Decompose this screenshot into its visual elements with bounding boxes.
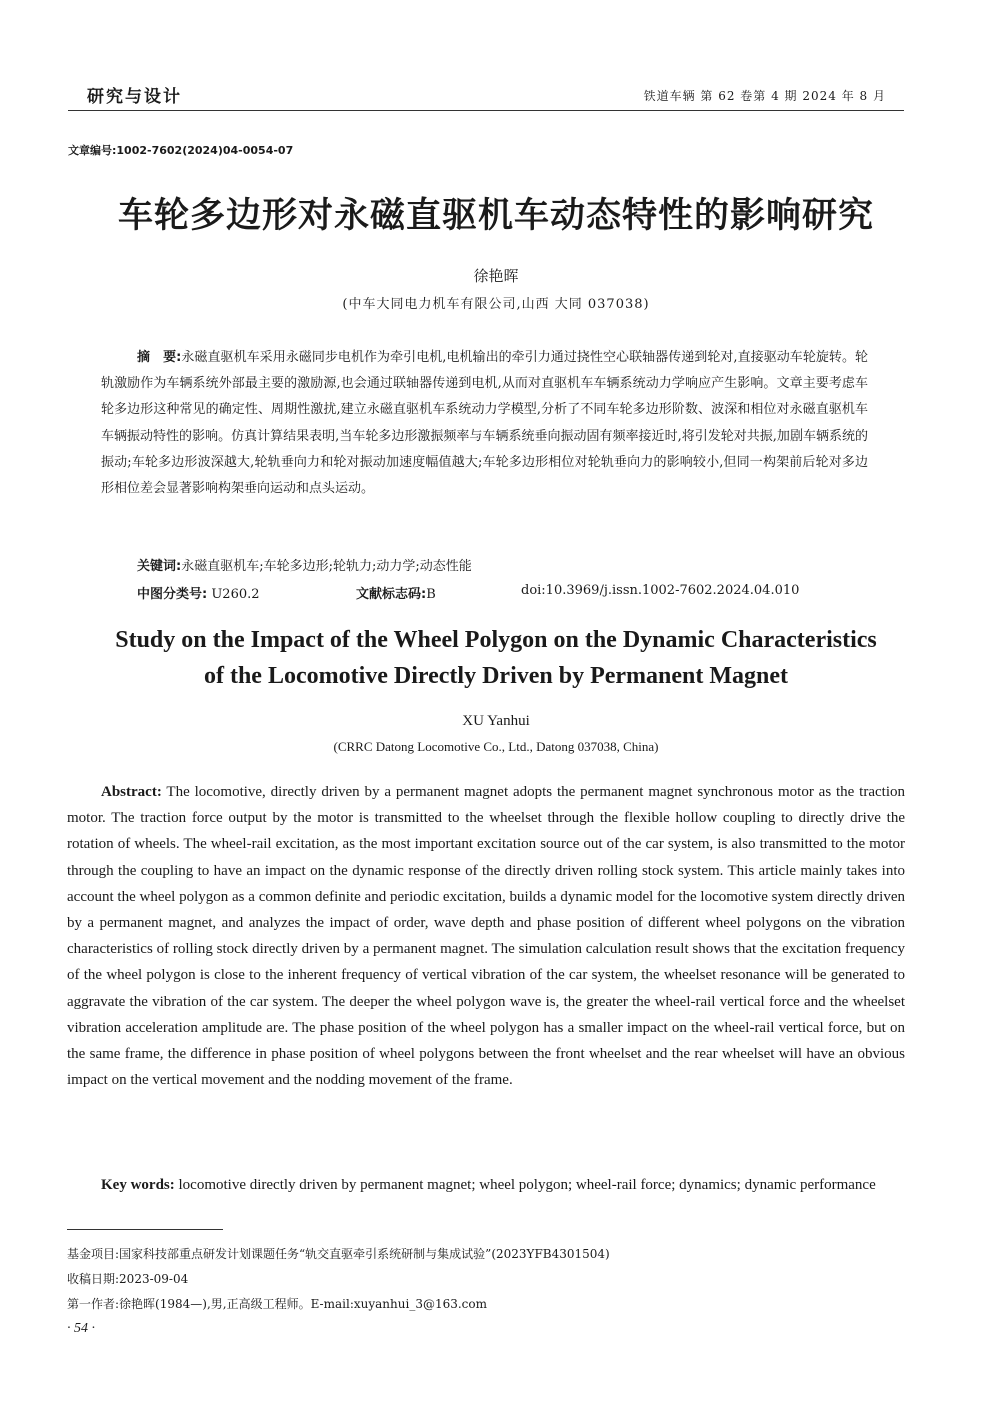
keywords-english — [67, 1172, 905, 1198]
doc-label: 文献标志码: — [356, 587, 427, 602]
keywords-label-cn: 关键词: — [137, 559, 182, 574]
abstract-label-cn: 摘 要: — [137, 350, 182, 365]
affiliation-english: (CRRC Datong Locomotive Co., Ltd., Datong 037038, China) — [333, 739, 659, 754]
keywords-text-en: locomotive directly driven by permanent magnet; wheel polygon; wheel-rail force; dynamics; dynamic performance — [174, 1177, 876, 1193]
affiliation-chinese: (中车大同电力机车有限公司,山西 大同 037038) — [342, 297, 650, 312]
clc-label: 中图分类号: — [137, 587, 208, 602]
footnote-divider — [67, 1229, 223, 1230]
clc-code — [137, 583, 260, 602]
doc-value: B — [426, 587, 436, 602]
clc-value: U260.2 — [207, 587, 260, 602]
keywords-chinese — [137, 555, 472, 574]
abstract-english — [67, 779, 905, 1093]
author-english: XU Yanhui — [462, 713, 530, 729]
page-number: · 54 · — [67, 1321, 95, 1336]
title-english-line-1: Study on the Impact of the Wheel Polygon on the Dynamic Characteristics — [115, 627, 877, 653]
abstract-chinese — [101, 345, 868, 502]
keywords-label-en: Key words: — [101, 1177, 175, 1193]
title-english-line-2: of the Locomotive Directly Driven by Permanent Magnet — [203, 663, 789, 689]
title-english — [0, 622, 992, 694]
keywords-text-cn: 永磁直驱机车;车轮多边形;轮轨力;动力学;动态性能 — [181, 559, 472, 574]
section-label: 研究与设计 — [87, 87, 182, 107]
author-chinese: 徐艳晖 — [473, 267, 519, 285]
abstract-text-en: The locomotive, directly driven by a permanent magnet adopts the permanent magnet synchronous motor as the traction motor. The traction force output by the motor is transmitted to the wheelset through the flexible hollow coupling to directly drive the rotation of wheels. The wheel-rail excitation, as the most important excitation source out of the car system, is also transmitted to the motor through the coupling to have an impact on the dynamic response of the directly driven rolling stock system. This article mainly takes into account the wheel polygon as a common definite and periodic excitation, builds a dynamic model for the locomotive system directly driven by a permanent magnet, and analyzes the impact of order, wave depth and phase position of different wheel polygons on the vibration characteristics of rolling stock directly driven by a permanent magnet. The simulation calculation result shows that the excitation frequency of the wheel polygon is close to the inherent frequency of vertical vibration of the car system, the wheelset resonance will be generated to aggravate the vibration of the car system. The deeper the wheel polygon wave is, the greater the wheel-rail vertical force and the wheelset vibration acceleration amplitude are. The phase position of the wheel polygon has a smaller impact on the wheel-rail vertical force, but on the same frame, the difference in phase position of wheel polygons between the front wheelset and the rear wheelset will have an obvious impact on the vertical movement and the nodding movement of the frame. — [67, 784, 905, 1089]
doi: doi:10.3969/j.issn.1002-7602.2024.04.010 — [521, 583, 800, 598]
journal-info: 铁道车辆 第 62 卷第 4 期 2024 年 8 月 — [643, 89, 886, 103]
abstract-label-en: Abstract: — [101, 784, 162, 800]
footnote-author: 第一作者:徐艳晖(1984—),男,正高级工程师。E-mail:xuyanhui_3@163.com — [67, 1297, 487, 1311]
abstract-text-cn: 永磁直驱机车采用永磁同步电机作为牵引电机,电机输出的牵引力通过挠性空心联轴器传递到轮对,直接驱动车轮旋转。轮轨激励作为车辆系统外部最主要的激励源,也会通过联轴器传递到电机,从而对直驱机车车辆系统动力学响应产生影响。文章主要考虑车轮多边形这种常见的确定性、周期性激扰,建立永磁直驱机车系统动力学模型,分析了不同车轮多边形阶数、波深和相位对永磁直驱机车车辆振动特性的影响。仿真计算结果表明,当车轮多边形激振频率与车辆系统垂向振动固有频率接近时,将引发轮对共振,加剧车辆系统的振动;车轮多边形波深越大,轮轨垂向力和轮对振动加速度幅值越大;车轮多边形相位对轮轨垂向力的影响较小,但同一构架前后轮对多边形相位差会显著影响构架垂向运动和点头运动。 — [101, 350, 869, 497]
document-code — [356, 583, 436, 602]
article-number: 文章编号:1002-7602(2024)04-0054-07 — [68, 144, 294, 157]
header-divider — [68, 110, 904, 111]
footnote-fund: 基金项目:国家科技部重点研发计划课题任务“轨交直驱牵引系统研制与集成试验”(2023YFB4301504) — [67, 1247, 610, 1261]
footnote-received: 收稿日期:2023-09-04 — [67, 1272, 189, 1286]
title-chinese: 车轮多边形对永磁直驱机车动态特性的影响研究 — [117, 196, 874, 236]
